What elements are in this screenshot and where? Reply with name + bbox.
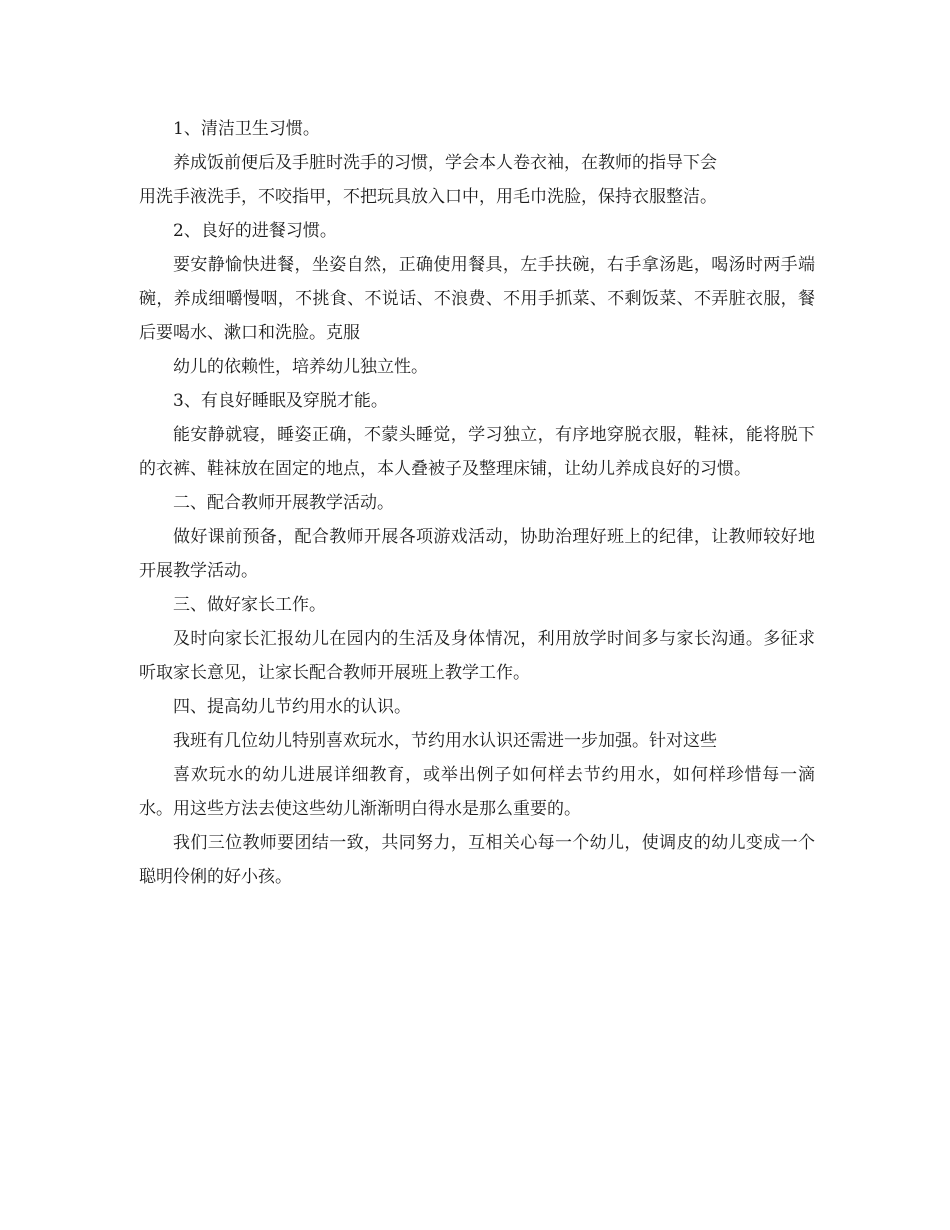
paragraph: 四、提高幼儿节约用水的认识。 xyxy=(173,697,411,717)
paragraph: 2、良好的进餐习惯。 xyxy=(173,221,337,241)
paragraph: 要安静愉快进餐，坐姿自然，正确使用餐具，左手扶碗，右手拿汤匙，喝汤时两手端碗，养成细嚼慢咽，不挑食、不说话、不浪费、不用手抓菜、不剩饭菜、不弄脏衣服，餐后要喝水、漱口和洗脸。克服 xyxy=(139,255,815,343)
paragraph: 3、有良好睡眠及穿脱才能。 xyxy=(173,391,388,411)
document-page xyxy=(139,112,815,894)
paragraph: 用洗手液洗手，不咬指甲，不把玩具放入口中，用毛巾洗脸，保持衣服整洁。 xyxy=(139,187,717,207)
paragraph: 三、做好家长工作。 xyxy=(173,595,326,615)
paragraph: 幼儿的依赖性，培养幼儿独立性。 xyxy=(173,357,428,377)
paragraph: 养成饭前便后及手脏时洗手的习惯，学会本人卷衣袖，在教师的指导下会 xyxy=(173,153,717,173)
paragraph: 我们三位教师要团结一致，共同努力，互相关心每一个幼儿，使调皮的幼儿变成一个聪明伶俐的好小孩。 xyxy=(139,833,815,887)
paragraph: 二、配合教师开展教学活动。 xyxy=(173,493,394,513)
paragraph: 及时向家长汇报幼儿在园内的生活及身体情况，利用放学时间多与家长沟通。多征求听取家长意见，让家长配合教师开展班上教学工作。 xyxy=(139,629,815,683)
paragraph: 能安静就寝，睡姿正确，不蒙头睡觉，学习独立，有序地穿脱衣服，鞋袜，能将脱下的衣裤、鞋袜放在固定的地点，本人叠被子及整理床铺，让幼儿养成良好的习惯。 xyxy=(139,425,815,479)
paragraph: 做好课前预备，配合教师开展各项游戏活动，协助治理好班上的纪律，让教师较好地开展教学活动。 xyxy=(139,527,815,581)
paragraph: 1、清洁卫生习惯。 xyxy=(173,119,320,139)
paragraph: 喜欢玩水的幼儿进展详细教育，或举出例子如何样去节约用水，如何样珍惜每一滴水。用这些方法去使这些幼儿渐渐明白得水是那么重要的。 xyxy=(139,765,815,819)
paragraph: 我班有几位幼儿特别喜欢玩水，节约用水认识还需进一步加强。针对这些 xyxy=(173,731,717,751)
